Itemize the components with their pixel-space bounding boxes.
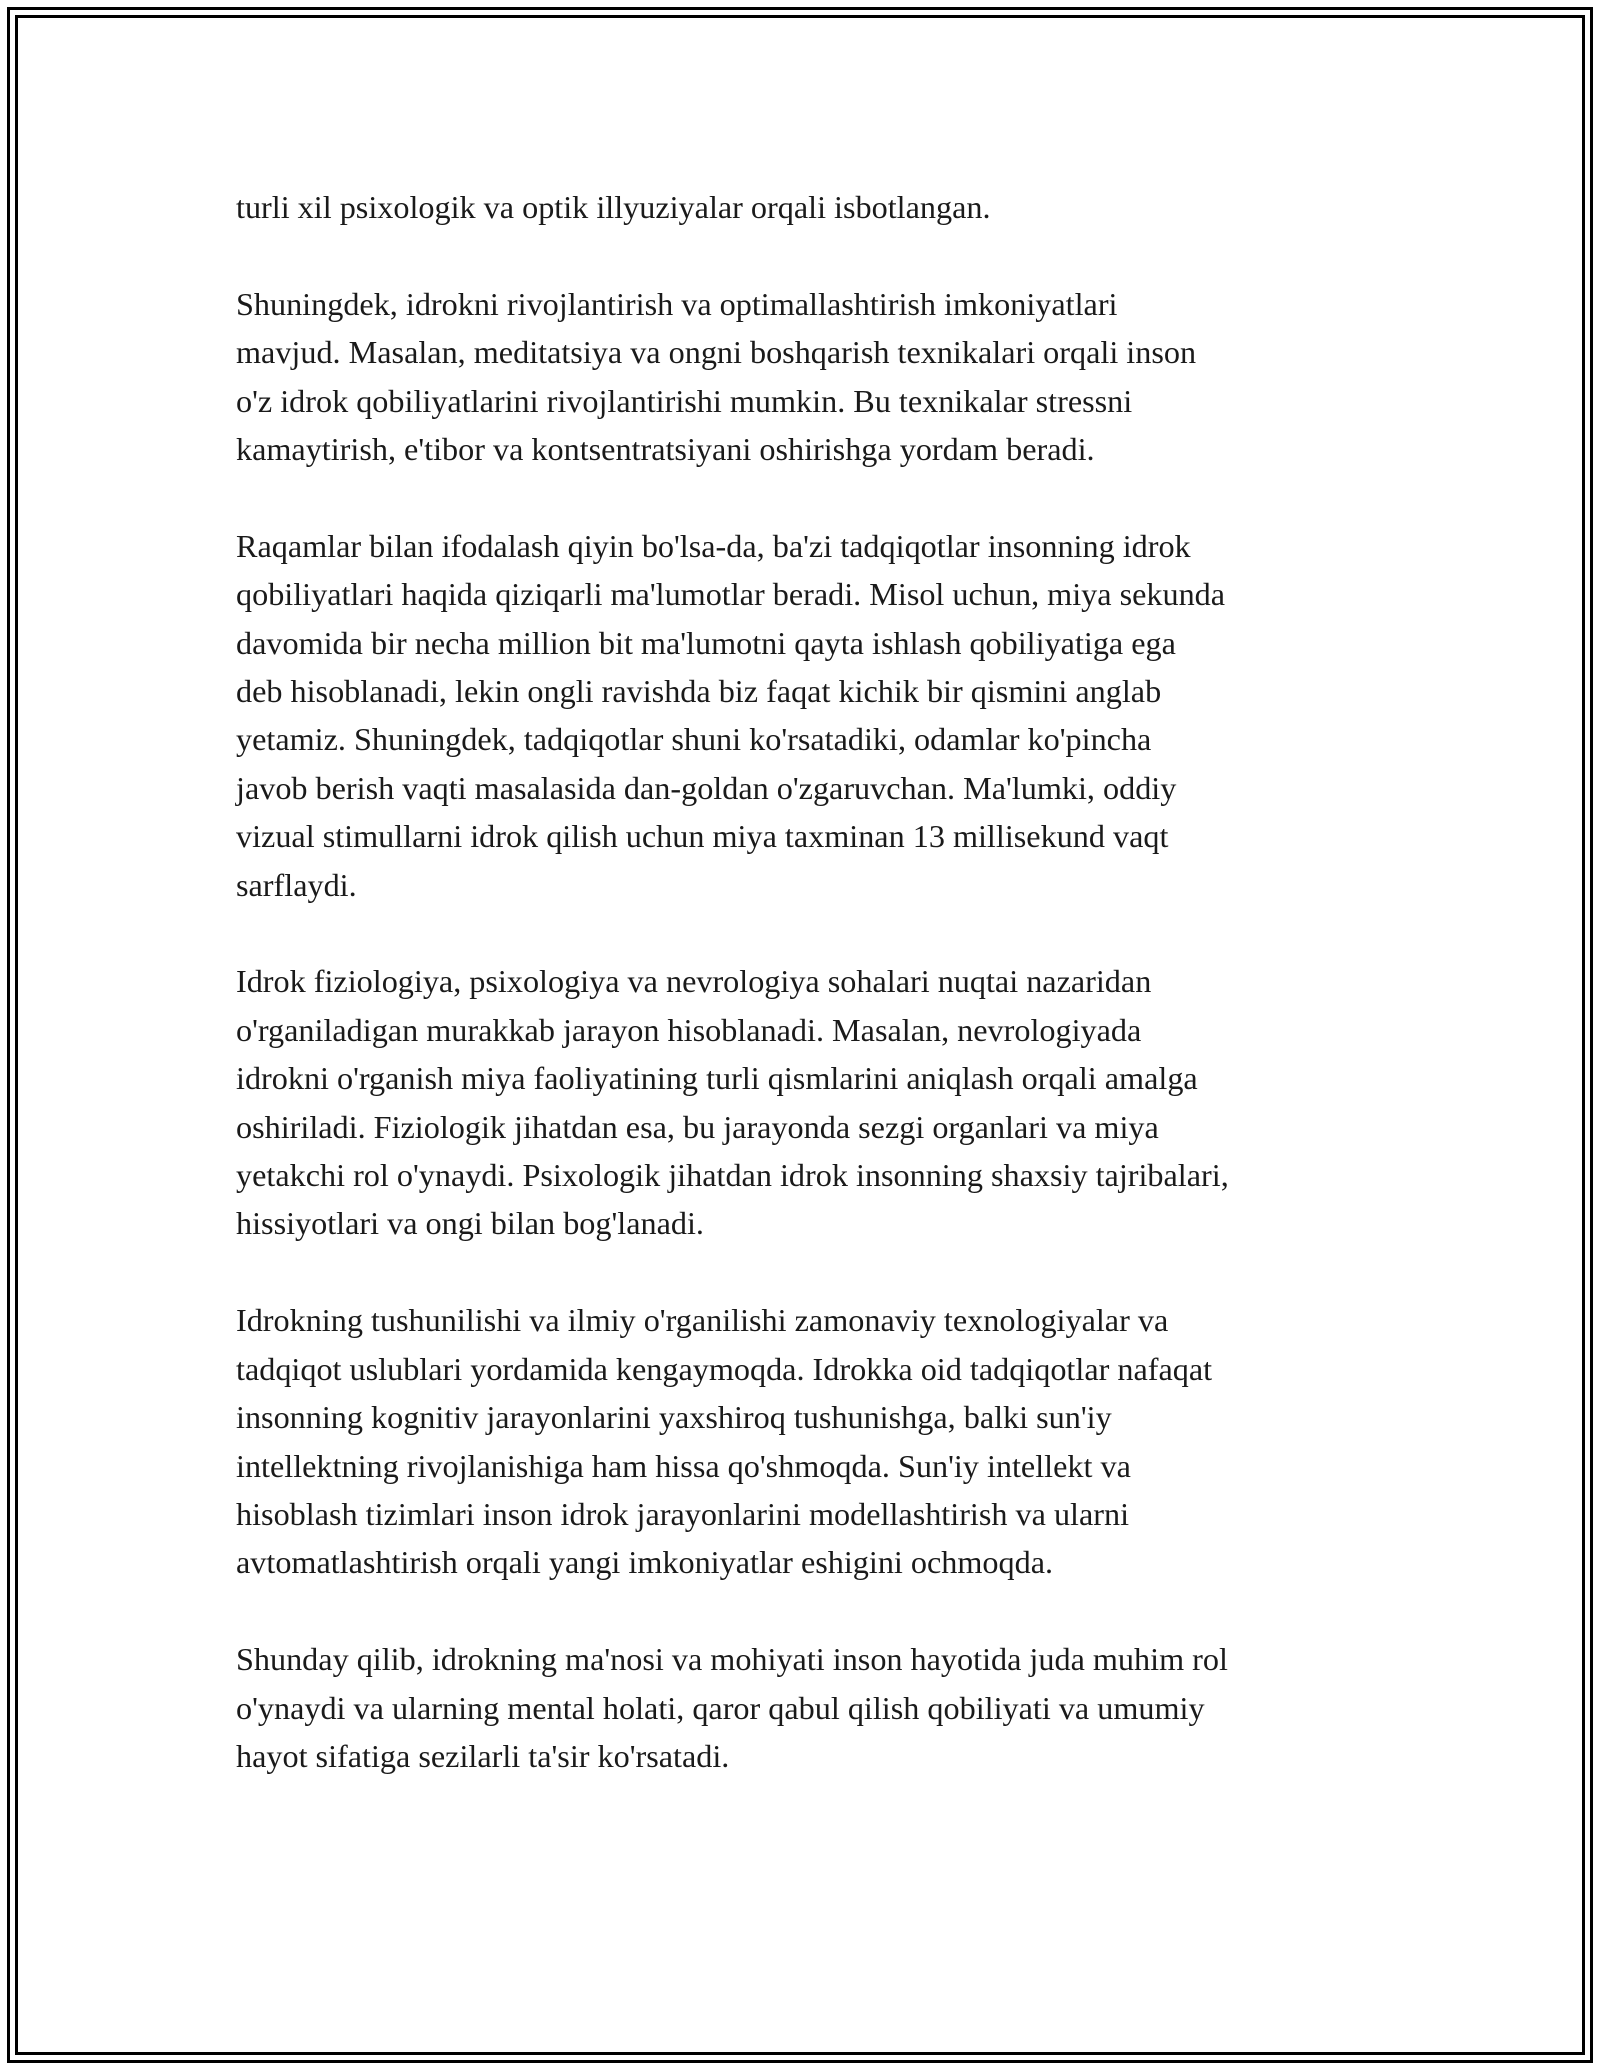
paragraph <box>236 1635 1376 1780</box>
paragraph-line: oshiriladi. Fiziologik jihatdan esa, bu jarayonda sezgi organlari va miya <box>236 1108 1159 1145</box>
paragraph-line: Idrokning tushunilishi va ilmiy o'rganilishi zamonaviy texnologiyalar va <box>236 1302 1169 1339</box>
paragraph-line: Shunday qilib, idrokning ma'nosi va mohiyati inson hayotida juda muhim rol <box>236 1641 1228 1678</box>
paragraph-line: o'rganiladigan murakkab jarayon hisoblanadi. Masalan, nevrologiyada <box>236 1011 1142 1048</box>
paragraph-line: o'z idrok qobiliyatlarini rivojlantirishi mumkin. Bu texnikalar stressni <box>236 382 1133 419</box>
paragraph <box>236 522 1376 909</box>
paragraph-line: yetakchi rol o'ynaydi. Psixologik jihatdan idrok insonning shaxsiy tajribalari, <box>236 1157 1229 1194</box>
paragraph-line: mavjud. Masalan, meditatsiya va ongni boshqarish texnikalari orqali inson <box>236 334 1197 371</box>
paragraph-line: yetamiz. Shuningdek, tadqiqotlar shuni ko'rsatadiki, odamlar ko'pincha <box>236 721 1152 758</box>
paragraph-line: turli xil psixologik va optik illyuziyalar orqali isbotlangan. <box>236 189 991 225</box>
paragraph-line: o'ynaydi va ularning mental holati, qaror qabul qilish qobiliyati va umumiy <box>236 1689 1205 1726</box>
paragraph-line: hissiyotlari va ongi bilan bog'lanadi. <box>236 1205 704 1242</box>
paragraph-line: intellektning rivojlanishiga ham hissa qo'shmoqda. Sun'iy intellekt va <box>236 1447 1131 1484</box>
document-body <box>236 183 1376 1829</box>
paragraph-line: deb hisoblanadi, lekin ongli ravishda biz faqat kichik bir qismini anglab <box>236 673 1162 710</box>
paragraph-line: idrokni o'rganish miya faoliyatining turli qismlarini aniqlash orqali amalga <box>236 1060 1198 1097</box>
paragraph-line: qobiliyatlari haqida qiziqarli ma'lumotlar beradi. Misol uchun, miya sekunda <box>236 576 1226 613</box>
paragraph-line: Raqamlar bilan ifodalash qiyin bo'lsa-da, ba'zi tadqiqotlar insonning idrok <box>236 527 1191 564</box>
paragraph <box>236 183 1376 231</box>
paragraph-line: hisoblash tizimlari inson idrok jarayonlarini modellashtirish va ularni <box>236 1495 1130 1532</box>
paragraph-line: tadqiqot uslublari yordamida kengaymoqda. Idrokka oid tadqiqotlar nafaqat <box>236 1350 1213 1387</box>
paragraph-line: hayot sifatiga sezilarli ta'sir ko'rsatadi. <box>236 1737 730 1774</box>
paragraph-line: vizual stimullarni idrok qilish uchun miya taxminan 13 millisekund vaqt <box>236 818 1169 855</box>
paragraph-line: Shuningdek, idrokni rivojlantirish va optimallashtirish imkoniyatlari <box>236 285 1118 322</box>
paragraph <box>236 1296 1376 1586</box>
paragraph-line: avtomatlashtirish orqali yangi imkoniyatlar eshigini ochmoqda. <box>236 1544 1054 1581</box>
paragraph <box>236 957 1376 1247</box>
paragraph-line: insonning kognitiv jarayonlarini yaxshiroq tushunishga, balki sun'iy <box>236 1399 1112 1436</box>
paragraph-line: sarflaydi. <box>236 866 357 903</box>
paragraph-line: davomida bir necha million bit ma'lumotni qayta ishlash qobiliyatiga ega <box>236 624 1176 661</box>
paragraph-line: Idrok fiziologiya, psixologiya va nevrologiya sohalari nuqtai nazaridan <box>236 963 1152 1000</box>
paragraph-line: javob berish vaqti masalasida dan-goldan o'zgaruvchan. Ma'lumki, oddiy <box>236 769 1177 806</box>
paragraph <box>236 280 1376 474</box>
paragraph-line: kamaytirish, e'tibor va kontsentratsiyani oshirishga yordam beradi. <box>236 431 1095 468</box>
